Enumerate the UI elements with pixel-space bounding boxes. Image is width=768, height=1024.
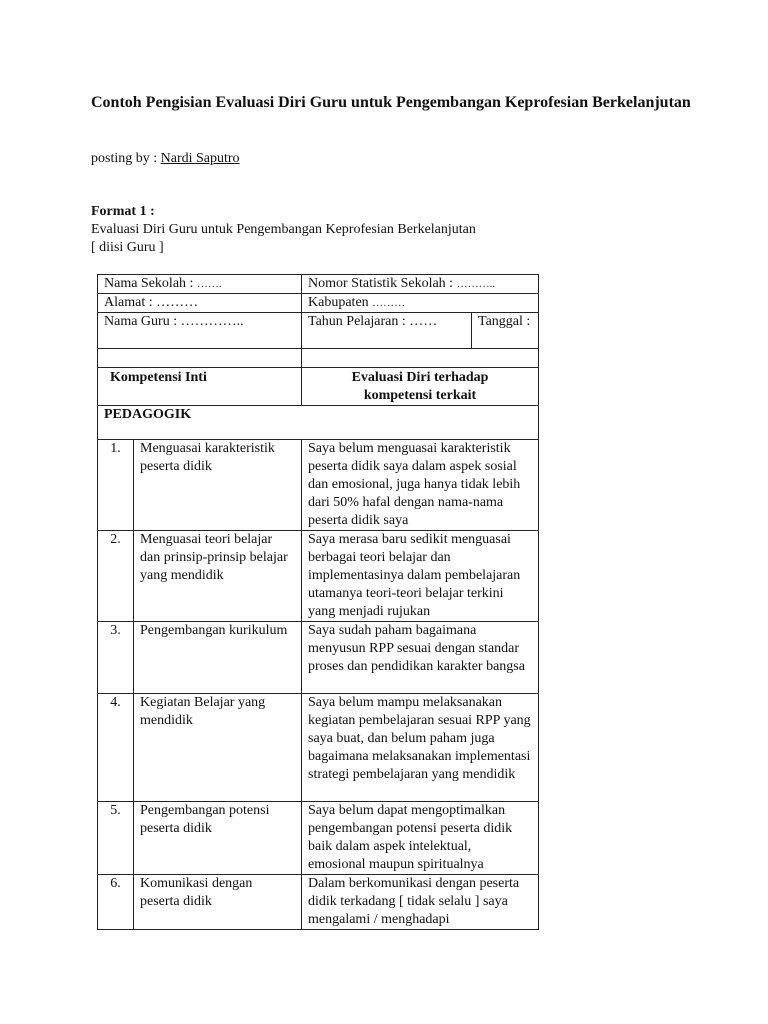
nama-guru-cell: Nama Guru : …………..: [98, 313, 302, 349]
kompetensi-cell: Komunikasi dengan peserta didik: [134, 875, 302, 930]
table-row: [98, 440, 539, 531]
evaluasi-cell: Dalam berkomunikasi dengan peserta didik terkadang [ tidak selalu ] saya mengalami / menghadapi: [302, 875, 539, 930]
kompetensi-cell: Menguasai teori belajar dan prinsip-prinsip belajar yang mendidik: [134, 531, 302, 622]
evaluasi-cell: Saya belum menguasai karakteristik peserta didik saya dalam aspek sosial dan emosional, juga hanya tidak lebih dari 50% hafal dengan nama-nama peserta didik saya: [302, 440, 539, 531]
kompetensi-cell: Pengembangan kurikulum: [134, 622, 302, 694]
column-header-evaluasi: Evaluasi Diri terhadap kompetensi terkait: [302, 368, 539, 406]
evaluasi-cell: Saya sudah paham bagaimana menyusun RPP sesuai dengan standar proses dan pendidikan karakter bangsa: [302, 622, 539, 694]
empty-row: [98, 349, 539, 368]
row-number: 6.: [98, 875, 134, 930]
header-row-school: [98, 275, 539, 294]
evaluasi-cell: Saya merasa baru sedikit menguasai berbagai teori belajar dan implementasinya dalam pembelajaran utamanya teori-teori belajar terkini yang menjadi rujukan: [302, 531, 539, 622]
format-block: [91, 203, 476, 257]
posting-line: [91, 150, 240, 168]
format-note: [ diisi Guru ]: [91, 240, 164, 255]
empty-cell: [302, 349, 539, 368]
table-row: [98, 531, 539, 622]
nama-sekolah-cell: Nama Sekolah : …….: [98, 275, 302, 294]
table-row: [98, 875, 539, 930]
format-subtitle: Evaluasi Diri Guru untuk Pengembangan Keprofesian Berkelanjutan: [91, 222, 476, 237]
column-header-row: [98, 368, 539, 406]
format-label: Format 1 :: [91, 204, 155, 219]
alamat-cell: Alamat : ………: [98, 294, 302, 313]
section-row: [98, 406, 539, 440]
nss-cell: Nomor Statistik Sekolah : ………..: [302, 275, 539, 294]
table-row: [98, 694, 539, 802]
column-header-kompetensi: Kompetensi Inti: [98, 368, 302, 406]
header-row-teacher: [98, 313, 539, 349]
author-link[interactable]: Nardi Saputro: [160, 151, 240, 166]
table-row: [98, 802, 539, 875]
tanggal-cell: Tanggal :: [472, 313, 539, 349]
kompetensi-cell: Kegiatan Belajar yang mendidik: [134, 694, 302, 802]
document-title: Contoh Pengisian Evaluasi Diri Guru untuk Pengembangan Keprofesian Berkelanjutan: [91, 94, 691, 111]
kompetensi-cell: Menguasai karakteristik peserta didik: [134, 440, 302, 531]
header-row-address: [98, 294, 539, 313]
row-number: 2.: [98, 531, 134, 622]
posting-label: posting by :: [91, 151, 161, 166]
row-number: 5.: [98, 802, 134, 875]
kompetensi-cell: Pengembangan potensi peserta didik: [134, 802, 302, 875]
table-row: [98, 622, 539, 694]
tahun-pelajaran-cell: Tahun Pelajaran : ……: [302, 313, 472, 349]
row-number: 1.: [98, 440, 134, 531]
evaluation-table: [97, 274, 539, 930]
section-title: PEDAGOGIK: [98, 406, 539, 440]
kabupaten-cell: Kabupaten ………: [302, 294, 539, 313]
row-number: 3.: [98, 622, 134, 694]
evaluasi-cell: Saya belum mampu melaksanakan kegiatan pembelajaran sesuai RPP yang saya buat, dan belum paham juga bagaimana melaksanakan implementasi strategi pembelajaran yang mendidik: [302, 694, 539, 802]
row-number: 4.: [98, 694, 134, 802]
empty-cell: [98, 349, 302, 368]
evaluasi-cell: Saya belum dapat mengoptimalkan pengembangan potensi peserta didik baik dalam aspek intelektual, emosional maupun spiritualnya: [302, 802, 539, 875]
